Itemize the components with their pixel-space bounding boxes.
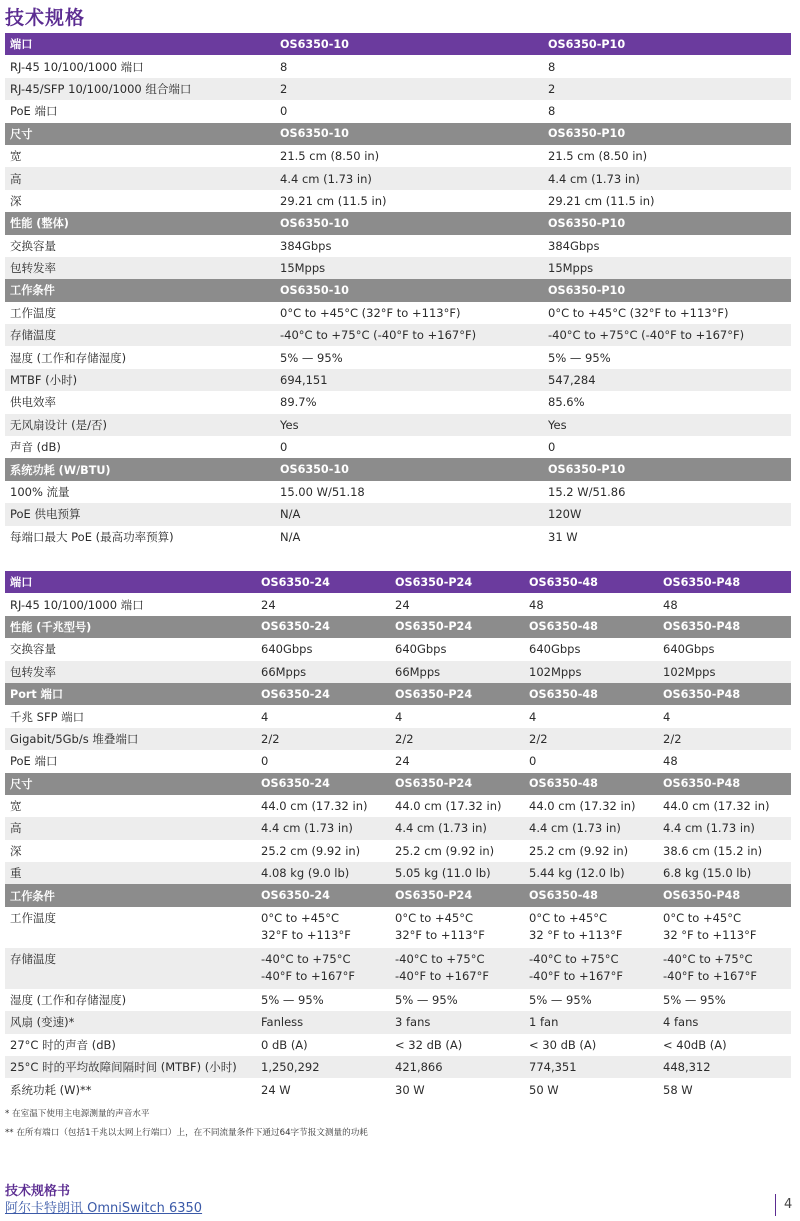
section-header-row <box>5 279 791 301</box>
page-title: 技术规格 <box>5 7 86 29</box>
row-label: 湿度 (工作和存储湿度) <box>10 993 127 1008</box>
table-cell: 15.2 W/51.86 <box>548 485 626 499</box>
table-cell: 85.6% <box>548 395 585 410</box>
table-cell: 5% — 95% <box>280 350 343 365</box>
section-header-row <box>5 884 791 906</box>
table-cell: 24 <box>395 597 410 612</box>
section-header-row <box>5 123 791 145</box>
column-header: OS6350-P10 <box>543 212 791 234</box>
table-cell: 48 <box>663 754 678 769</box>
section-header-row <box>5 458 791 480</box>
table-cell: 0 dB (A) <box>261 1037 308 1052</box>
row-label: 系统功耗 (W)** <box>10 1082 92 1097</box>
table-row <box>5 705 791 727</box>
table-cell: 4.4 cm (1.73 in) <box>275 167 543 189</box>
section-header-row <box>5 773 791 795</box>
table-cell: 66Mpps <box>256 661 390 683</box>
table-row <box>5 436 791 458</box>
spec-table-24-48-port <box>5 571 791 1101</box>
table-cell: 2/2 <box>256 728 390 750</box>
row-label: RJ-45 10/100/1000 端口 <box>10 597 144 612</box>
table-cell: -40°C to +75°C (-40°F to +167°F) <box>543 324 791 346</box>
row-label: 交换容量 <box>10 238 56 253</box>
row-label: 包转发率 <box>5 661 256 683</box>
table-cell: < 30 dB (A) <box>529 1037 597 1052</box>
row-label: PoE 端口 <box>10 754 58 769</box>
table-cell: 640Gbps <box>529 642 581 657</box>
row-label: 深 <box>10 843 22 858</box>
section-title: 性能 (千兆型号) <box>5 616 256 638</box>
table-cell: 0 <box>529 754 537 769</box>
cell-line: 32°F to +113°F <box>261 927 351 942</box>
table-row <box>5 391 791 413</box>
table-cell: 421,866 <box>390 1056 524 1078</box>
table-cell: 4 <box>663 709 671 724</box>
table-cell: 120W <box>543 503 791 525</box>
column-header: OS6350-48 <box>524 571 658 593</box>
cell-line: 0°C to +45°C <box>261 910 340 925</box>
table-cell: 1 fan <box>524 1011 658 1033</box>
column-header: OS6350-P48 <box>658 884 791 906</box>
table-cell: 8 <box>548 104 556 119</box>
cell-line: -40°C to +75°C <box>663 951 753 966</box>
row-label: 包转发率 <box>5 257 275 279</box>
section-title: 工作条件 <box>5 279 275 301</box>
section-title: 尺寸 <box>5 773 256 795</box>
table-cell: 15.00 W/51.18 <box>280 485 365 499</box>
table-cell: 4 <box>529 709 537 724</box>
table-cell: 38.6 cm (15.2 in) <box>663 843 763 858</box>
spec-table-body <box>5 33 791 548</box>
table-cell: 24 <box>395 754 410 769</box>
section-header-row <box>5 212 791 234</box>
table-row <box>5 817 791 839</box>
table-cell: 102Mpps <box>658 661 791 683</box>
table-cell: N/A <box>275 503 543 525</box>
section-title: 性能 (整体) <box>5 212 275 234</box>
row-label: 100% 流量 <box>10 485 70 499</box>
cell-line: -40°C to +75°C <box>529 951 619 966</box>
table-cell: 5% — 95% <box>529 993 592 1008</box>
table-cell: 448,312 <box>658 1056 791 1078</box>
table-cell: 30 W <box>395 1082 425 1097</box>
table-row <box>5 257 791 279</box>
cell-line: -40°C to +75°C <box>395 951 485 966</box>
row-label: 供电效率 <box>10 395 56 410</box>
table-row <box>5 638 791 660</box>
column-header: OS6350-P48 <box>658 683 791 705</box>
table-cell: 21.5 cm (8.50 in) <box>280 149 380 164</box>
column-header: OS6350-10 <box>275 458 543 480</box>
cell-line: -40°F to +167°F <box>261 968 355 983</box>
section-title: Port 端口 <box>5 683 256 705</box>
cell-line: 32 °F to +113°F <box>529 927 623 942</box>
page-number: 4 <box>784 1197 793 1212</box>
table-row <box>5 481 791 503</box>
cell-line: 0°C to +45°C <box>663 910 742 925</box>
table-cell: 4 <box>395 709 403 724</box>
table-cell: 25.2 cm (9.92 in) <box>261 843 361 858</box>
table-cell: 24 W <box>261 1082 291 1097</box>
row-label: 无风扇设计 (是/否) <box>5 414 275 436</box>
table-cell: 44.0 cm (17.32 in) <box>395 799 502 814</box>
column-header: OS6350-24 <box>256 683 390 705</box>
table-cell: 15Mpps <box>543 257 791 279</box>
table-row <box>5 302 791 324</box>
cell-line: -40°F to +167°F <box>395 968 489 983</box>
table-row <box>5 346 791 368</box>
table-cell: 48 <box>663 597 678 612</box>
table-cell: 5% — 95% <box>261 993 324 1008</box>
row-label: PoE 端口 <box>10 104 58 119</box>
column-header: OS6350-10 <box>275 33 543 55</box>
footnote-power: ** 在所有端口（包括1千兆以太网上行端口）上，在不同流量条件下通过64字节报文测量的功耗 <box>5 1128 368 1138</box>
table-row <box>5 795 791 817</box>
table-row <box>5 324 791 346</box>
table-cell: 2 <box>543 78 791 100</box>
table-cell: 0°C to +45°C (32°F to +113°F) <box>280 305 461 320</box>
footer-doc-type: 技术规格书 <box>5 1184 71 1199</box>
column-header: OS6350-P10 <box>543 33 791 55</box>
table-row <box>5 369 791 391</box>
table-cell: -40°C to +75°C (-40°F to +167°F) <box>275 324 543 346</box>
column-header: OS6350-P48 <box>658 773 791 795</box>
table-row <box>5 989 791 1011</box>
cell-line: 0°C to +45°C <box>395 910 474 925</box>
row-label: RJ-45 10/100/1000 端口 <box>10 59 144 74</box>
column-header: OS6350-10 <box>275 123 543 145</box>
row-label: 交换容量 <box>10 642 56 657</box>
column-header: OS6350-P10 <box>543 458 791 480</box>
table-cell <box>256 948 390 989</box>
table-row <box>5 526 791 548</box>
section-header-row <box>5 683 791 705</box>
table-row <box>5 235 791 257</box>
column-header: OS6350-48 <box>524 683 658 705</box>
cell-line: -40°F to +167°F <box>663 968 757 983</box>
table-row <box>5 78 791 100</box>
cell-line: 0°C to +45°C <box>529 910 608 925</box>
row-label: 千兆 SFP 端口 <box>10 709 85 724</box>
row-label: 工作温度 <box>10 305 56 320</box>
row-label: 声音 (dB) <box>10 440 61 455</box>
table-cell <box>524 907 658 948</box>
table-row <box>5 750 791 772</box>
table-cell: 2 <box>275 78 543 100</box>
table-cell: 2/2 <box>658 728 791 750</box>
table-cell: < 32 dB (A) <box>395 1037 463 1052</box>
table-row <box>5 503 791 525</box>
table-cell: 0 <box>280 440 288 455</box>
table-cell: 4.4 cm (1.73 in) <box>256 817 390 839</box>
row-label: 高 <box>5 167 275 189</box>
row-label: 25°C 时的平均故障间隔时间 (MTBF) (小时) <box>5 1056 256 1078</box>
table-cell: 50 W <box>529 1082 559 1097</box>
table-cell <box>524 948 658 989</box>
column-header: OS6350-P24 <box>390 571 524 593</box>
table-cell: 1,250,292 <box>256 1056 390 1078</box>
section-title: 尺寸 <box>5 123 275 145</box>
table-cell: 2/2 <box>390 728 524 750</box>
cell-line: 32 °F to +113°F <box>663 927 757 942</box>
table-cell: 29.21 cm (11.5 in) <box>548 193 655 208</box>
table-cell: 4 <box>261 709 269 724</box>
column-header: OS6350-24 <box>256 773 390 795</box>
table-cell: 21.5 cm (8.50 in) <box>548 149 648 164</box>
row-label: 宽 <box>10 149 22 164</box>
table-cell: 5.44 kg (12.0 lb) <box>524 862 658 884</box>
section-title: 端口 <box>5 33 275 55</box>
table-cell: 384Gbps <box>280 238 332 253</box>
cell-line: 32°F to +113°F <box>395 927 485 942</box>
table-cell: 0 <box>548 440 556 455</box>
table-row <box>5 167 791 189</box>
table-cell: 15Mpps <box>275 257 543 279</box>
table-cell: 640Gbps <box>663 642 715 657</box>
column-header: OS6350-24 <box>256 884 390 906</box>
footnote-sound: * 在室温下使用主电源测量的声音水平 <box>5 1109 150 1119</box>
table-row <box>5 414 791 436</box>
table-cell: 8 <box>548 59 556 74</box>
table-cell: 25.2 cm (9.92 in) <box>529 843 629 858</box>
column-header: OS6350-P24 <box>390 773 524 795</box>
section-title: 工作条件 <box>5 884 256 906</box>
table-cell: 4 fans <box>658 1011 791 1033</box>
table-cell: 640Gbps <box>395 642 447 657</box>
table-cell: 4.4 cm (1.73 in) <box>658 817 791 839</box>
table-cell: Yes <box>543 414 791 436</box>
table-row <box>5 1078 791 1100</box>
table-cell: 6.8 kg (15.0 lb) <box>658 862 791 884</box>
row-label: 深 <box>10 193 22 208</box>
column-header: OS6350-24 <box>256 571 390 593</box>
table-cell: 89.7% <box>280 395 317 410</box>
table-row <box>5 907 791 948</box>
table-cell: 4.4 cm (1.73 in) <box>524 817 658 839</box>
table-cell: 774,351 <box>524 1056 658 1078</box>
table-cell: 0 <box>280 104 288 119</box>
column-header: OS6350-P24 <box>390 616 524 638</box>
row-label: RJ-45/SFP 10/100/1000 组合端口 <box>5 78 275 100</box>
table-row <box>5 862 791 884</box>
table-cell: 44.0 cm (17.32 in) <box>663 799 770 814</box>
table-cell: 640Gbps <box>261 642 313 657</box>
cell-line: -40°F to +167°F <box>529 968 623 983</box>
row-label: 存储温度 <box>5 324 275 346</box>
row-label: PoE 供电预算 <box>5 503 275 525</box>
table-cell: 5.05 kg (11.0 lb) <box>390 862 524 884</box>
table-cell: 44.0 cm (17.32 in) <box>261 799 368 814</box>
column-header: OS6350-P10 <box>543 279 791 301</box>
table-cell: 29.21 cm (11.5 in) <box>280 193 387 208</box>
footer-product-link[interactable]: 阿尔卡特朗讯 OmniSwitch 6350 <box>5 1201 203 1216</box>
row-label: 湿度 (工作和存储湿度) <box>10 350 127 365</box>
table-cell <box>658 907 791 948</box>
section-header-row <box>5 571 791 593</box>
section-title: 系统功耗 (W/BTU) <box>5 458 275 480</box>
table-cell: 31 W <box>548 529 578 544</box>
column-header: OS6350-P10 <box>543 123 791 145</box>
table-row <box>5 55 791 77</box>
column-header: OS6350-P48 <box>658 571 791 593</box>
table-cell: < 40dB (A) <box>663 1037 727 1052</box>
table-cell: 102Mpps <box>524 661 658 683</box>
spec-table-body <box>5 571 791 1101</box>
table-row <box>5 1011 791 1033</box>
column-header: OS6350-10 <box>275 279 543 301</box>
row-label: 存储温度 <box>5 948 256 989</box>
table-row <box>5 661 791 683</box>
row-label: 每端口最大 PoE (最高功率预算) <box>10 529 174 544</box>
table-cell: 8 <box>280 59 288 74</box>
table-cell: 48 <box>529 597 544 612</box>
table-row <box>5 728 791 750</box>
table-cell: 3 fans <box>390 1011 524 1033</box>
section-title: 端口 <box>5 571 256 593</box>
table-cell <box>658 948 791 989</box>
column-header: OS6350-48 <box>524 884 658 906</box>
table-cell: 0°C to +45°C (32°F to +113°F) <box>548 305 729 320</box>
spec-table-10-port <box>5 33 791 548</box>
table-row <box>5 1034 791 1056</box>
table-cell <box>256 907 390 948</box>
table-cell: 694,151 <box>275 369 543 391</box>
table-cell: Fanless <box>256 1011 390 1033</box>
row-label: 风扇 (变速)* <box>5 1011 256 1033</box>
table-cell: N/A <box>280 529 301 544</box>
table-cell: 0 <box>261 754 269 769</box>
table-row <box>5 840 791 862</box>
table-cell: 66Mpps <box>390 661 524 683</box>
table-cell <box>390 948 524 989</box>
column-header: OS6350-48 <box>524 773 658 795</box>
table-row <box>5 190 791 212</box>
page-divider <box>775 1194 776 1216</box>
column-header: OS6350-P24 <box>390 884 524 906</box>
table-cell: 5% — 95% <box>548 350 611 365</box>
table-cell: 5% — 95% <box>395 993 458 1008</box>
table-cell: 58 W <box>663 1082 693 1097</box>
column-header: OS6350-24 <box>256 616 390 638</box>
section-header-row <box>5 616 791 638</box>
table-cell: 547,284 <box>543 369 791 391</box>
table-row <box>5 1056 791 1078</box>
table-cell: 4.4 cm (1.73 in) <box>543 167 791 189</box>
row-label: MTBF (小时) <box>5 369 275 391</box>
table-cell: 4.4 cm (1.73 in) <box>390 817 524 839</box>
column-header: OS6350-48 <box>524 616 658 638</box>
table-row <box>5 100 791 122</box>
table-cell: 384Gbps <box>548 238 600 253</box>
row-label: 宽 <box>10 799 22 814</box>
row-label: 高 <box>5 817 256 839</box>
table-row <box>5 593 791 615</box>
table-cell: 5% — 95% <box>663 993 726 1008</box>
table-cell <box>390 907 524 948</box>
row-label: Gigabit/5Gb/s 堆叠端口 <box>5 728 256 750</box>
table-cell: 25.2 cm (9.92 in) <box>395 843 495 858</box>
row-label: 重 <box>5 862 256 884</box>
table-cell: 44.0 cm (17.32 in) <box>529 799 636 814</box>
column-header: OS6350-10 <box>275 212 543 234</box>
cell-line: -40°C to +75°C <box>261 951 351 966</box>
column-header: OS6350-P48 <box>658 616 791 638</box>
row-label: 27°C 时的声音 (dB) <box>10 1037 116 1052</box>
table-cell: Yes <box>275 414 543 436</box>
column-header: OS6350-P24 <box>390 683 524 705</box>
table-row <box>5 145 791 167</box>
table-cell: 4.08 kg (9.0 lb) <box>256 862 390 884</box>
row-label: 工作温度 <box>10 910 56 925</box>
table-row <box>5 948 791 989</box>
section-header-row <box>5 33 791 55</box>
table-cell: 2/2 <box>524 728 658 750</box>
table-cell: 24 <box>261 597 276 612</box>
